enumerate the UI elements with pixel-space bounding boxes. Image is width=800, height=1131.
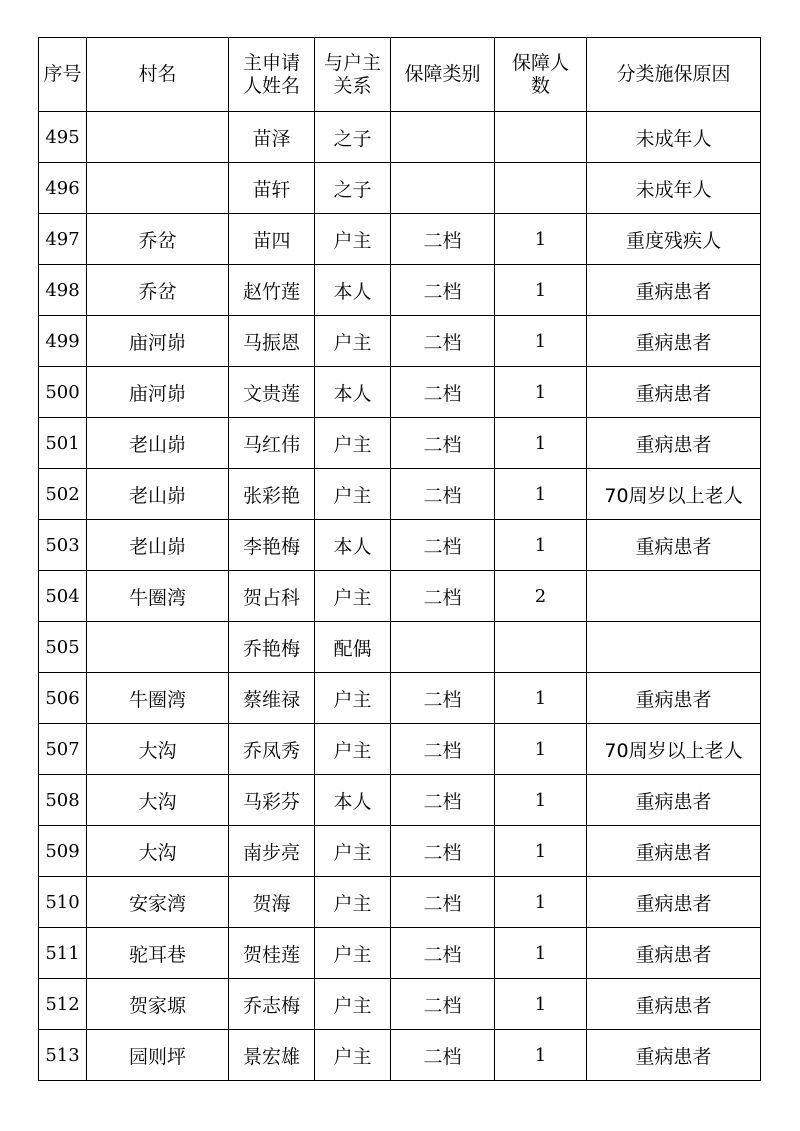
cell-applicant-name: 马振恩	[229, 316, 315, 367]
cell-category	[391, 622, 495, 673]
cell-category: 二档	[391, 877, 495, 928]
cell-count: 1	[495, 418, 587, 469]
cell-applicant-name: 赵竹莲	[229, 265, 315, 316]
cell-applicant-name: 苗泽	[229, 112, 315, 163]
cell-category: 二档	[391, 928, 495, 979]
cell-village	[87, 622, 229, 673]
cell-reason: 70周岁以上老人	[587, 469, 761, 520]
cell-seq: 500	[39, 367, 87, 418]
cell-relation: 户主	[315, 1030, 391, 1081]
cell-applicant-name: 乔志梅	[229, 979, 315, 1030]
cell-applicant-name: 贺桂莲	[229, 928, 315, 979]
cell-applicant-name: 蔡维禄	[229, 673, 315, 724]
table-row	[39, 826, 761, 877]
cell-relation: 户主	[315, 724, 391, 775]
header-count	[495, 38, 587, 112]
cell-reason: 重病患者	[587, 979, 761, 1030]
cell-village: 老山峁	[87, 418, 229, 469]
cell-applicant-name: 苗轩	[229, 163, 315, 214]
cell-count: 1	[495, 367, 587, 418]
cell-reason: 重病患者	[587, 1030, 761, 1081]
cell-relation: 户主	[315, 877, 391, 928]
cell-count: 1	[495, 877, 587, 928]
cell-reason: 重病患者	[587, 877, 761, 928]
table-row	[39, 367, 761, 418]
table-row	[39, 673, 761, 724]
table-row	[39, 520, 761, 571]
cell-count	[495, 622, 587, 673]
cell-seq: 513	[39, 1030, 87, 1081]
cell-category	[391, 112, 495, 163]
cell-category: 二档	[391, 826, 495, 877]
cell-seq: 512	[39, 979, 87, 1030]
cell-village: 园则坪	[87, 1030, 229, 1081]
table-row	[39, 316, 761, 367]
cell-category: 二档	[391, 775, 495, 826]
table-row	[39, 622, 761, 673]
cell-relation: 之子	[315, 112, 391, 163]
cell-reason	[587, 571, 761, 622]
cell-category: 二档	[391, 367, 495, 418]
cell-applicant-name: 南步亮	[229, 826, 315, 877]
cell-reason: 重病患者	[587, 265, 761, 316]
cell-village: 牛圈湾	[87, 673, 229, 724]
cell-village: 老山峁	[87, 469, 229, 520]
cell-count: 1	[495, 826, 587, 877]
cell-count: 1	[495, 775, 587, 826]
table-row	[39, 1030, 761, 1081]
cell-count: 1	[495, 469, 587, 520]
cell-village: 贺家塬	[87, 979, 229, 1030]
cell-relation: 户主	[315, 826, 391, 877]
cell-village: 大沟	[87, 724, 229, 775]
cell-seq: 506	[39, 673, 87, 724]
cell-village: 大沟	[87, 826, 229, 877]
cell-reason: 重病患者	[587, 775, 761, 826]
cell-seq: 510	[39, 877, 87, 928]
cell-village	[87, 163, 229, 214]
cell-applicant-name: 文贵莲	[229, 367, 315, 418]
table-row	[39, 214, 761, 265]
cell-seq: 502	[39, 469, 87, 520]
assistance-roster-table	[38, 37, 761, 1081]
header-applicant-line2: 人姓名	[242, 74, 300, 97]
cell-applicant-name: 马红伟	[229, 418, 315, 469]
cell-count: 1	[495, 1030, 587, 1081]
cell-relation: 之子	[315, 163, 391, 214]
cell-village	[87, 112, 229, 163]
table-row	[39, 979, 761, 1030]
cell-relation: 户主	[315, 928, 391, 979]
header-applicant-line1: 主申请	[242, 51, 300, 74]
table-row	[39, 112, 761, 163]
cell-count	[495, 163, 587, 214]
cell-relation: 户主	[315, 469, 391, 520]
cell-applicant-name: 乔凤秀	[229, 724, 315, 775]
header-village	[87, 38, 229, 112]
cell-relation: 本人	[315, 775, 391, 826]
cell-village: 乔岔	[87, 265, 229, 316]
cell-applicant-name: 贺占科	[229, 571, 315, 622]
cell-category: 二档	[391, 265, 495, 316]
cell-reason: 重病患者	[587, 418, 761, 469]
cell-seq: 505	[39, 622, 87, 673]
cell-reason: 重病患者	[587, 928, 761, 979]
header-seq-text: 序号	[43, 63, 82, 85]
cell-reason	[587, 622, 761, 673]
cell-seq: 503	[39, 520, 87, 571]
cell-category: 二档	[391, 673, 495, 724]
cell-seq: 504	[39, 571, 87, 622]
cell-category: 二档	[391, 571, 495, 622]
table-row	[39, 775, 761, 826]
cell-category: 二档	[391, 520, 495, 571]
cell-village: 老山峁	[87, 520, 229, 571]
cell-count: 1	[495, 316, 587, 367]
cell-reason: 重病患者	[587, 826, 761, 877]
cell-seq: 495	[39, 112, 87, 163]
table-row	[39, 163, 761, 214]
header-reason	[587, 38, 761, 112]
cell-relation: 本人	[315, 367, 391, 418]
table-row	[39, 418, 761, 469]
table-body	[39, 112, 761, 1081]
header-count-line2: 数	[530, 74, 550, 97]
cell-applicant-name: 马彩芬	[229, 775, 315, 826]
cell-applicant-name: 李艳梅	[229, 520, 315, 571]
cell-reason: 未成年人	[587, 112, 761, 163]
cell-village: 乔岔	[87, 214, 229, 265]
header-village-text: 村名	[138, 63, 177, 85]
header-category	[391, 38, 495, 112]
table-header	[39, 38, 761, 112]
cell-seq: 508	[39, 775, 87, 826]
cell-seq: 496	[39, 163, 87, 214]
cell-count	[495, 112, 587, 163]
cell-reason: 未成年人	[587, 163, 761, 214]
header-row	[39, 38, 761, 112]
cell-seq: 498	[39, 265, 87, 316]
cell-village: 驼耳巷	[87, 928, 229, 979]
table-row	[39, 724, 761, 775]
cell-applicant-name: 贺海	[229, 877, 315, 928]
cell-reason: 70周岁以上老人	[587, 724, 761, 775]
cell-category: 二档	[391, 214, 495, 265]
cell-seq: 497	[39, 214, 87, 265]
cell-relation: 本人	[315, 265, 391, 316]
cell-category: 二档	[391, 979, 495, 1030]
cell-seq: 499	[39, 316, 87, 367]
cell-reason: 重度残疾人	[587, 214, 761, 265]
header-relation-line2: 关系	[333, 74, 372, 97]
cell-village: 安家湾	[87, 877, 229, 928]
header-relation-line1: 与户主	[323, 51, 381, 74]
cell-relation: 户主	[315, 316, 391, 367]
cell-village: 庙河峁	[87, 316, 229, 367]
cell-seq: 511	[39, 928, 87, 979]
table-row	[39, 877, 761, 928]
cell-reason: 重病患者	[587, 316, 761, 367]
cell-count: 2	[495, 571, 587, 622]
cell-applicant-name: 苗四	[229, 214, 315, 265]
cell-category: 二档	[391, 1030, 495, 1081]
header-count-line1: 保障人	[511, 51, 569, 74]
cell-reason: 重病患者	[587, 520, 761, 571]
header-seq	[39, 38, 87, 112]
cell-relation: 户主	[315, 571, 391, 622]
header-category-text: 保障类别	[404, 63, 481, 85]
cell-count: 1	[495, 979, 587, 1030]
table-row	[39, 928, 761, 979]
cell-relation: 本人	[315, 520, 391, 571]
cell-relation: 户主	[315, 673, 391, 724]
cell-reason: 重病患者	[587, 673, 761, 724]
cell-count: 1	[495, 724, 587, 775]
cell-seq: 507	[39, 724, 87, 775]
table-row	[39, 571, 761, 622]
header-reason-text: 分类施保原因	[616, 63, 731, 85]
cell-count: 1	[495, 265, 587, 316]
cell-applicant-name: 景宏雄	[229, 1030, 315, 1081]
cell-relation: 户主	[315, 214, 391, 265]
cell-village: 大沟	[87, 775, 229, 826]
cell-relation: 配偶	[315, 622, 391, 673]
cell-category: 二档	[391, 724, 495, 775]
cell-relation: 户主	[315, 979, 391, 1030]
header-applicant	[229, 38, 315, 112]
cell-village: 庙河峁	[87, 367, 229, 418]
cell-seq: 509	[39, 826, 87, 877]
cell-count: 1	[495, 520, 587, 571]
cell-relation: 户主	[315, 418, 391, 469]
cell-category: 二档	[391, 316, 495, 367]
cell-applicant-name: 乔艳梅	[229, 622, 315, 673]
cell-category	[391, 163, 495, 214]
cell-category: 二档	[391, 418, 495, 469]
cell-reason: 重病患者	[587, 367, 761, 418]
table-row	[39, 265, 761, 316]
cell-seq: 501	[39, 418, 87, 469]
cell-applicant-name: 张彩艳	[229, 469, 315, 520]
cell-count: 1	[495, 214, 587, 265]
cell-count: 1	[495, 673, 587, 724]
cell-village: 牛圈湾	[87, 571, 229, 622]
cell-category: 二档	[391, 469, 495, 520]
cell-count: 1	[495, 928, 587, 979]
table-row	[39, 469, 761, 520]
header-relation	[315, 38, 391, 112]
